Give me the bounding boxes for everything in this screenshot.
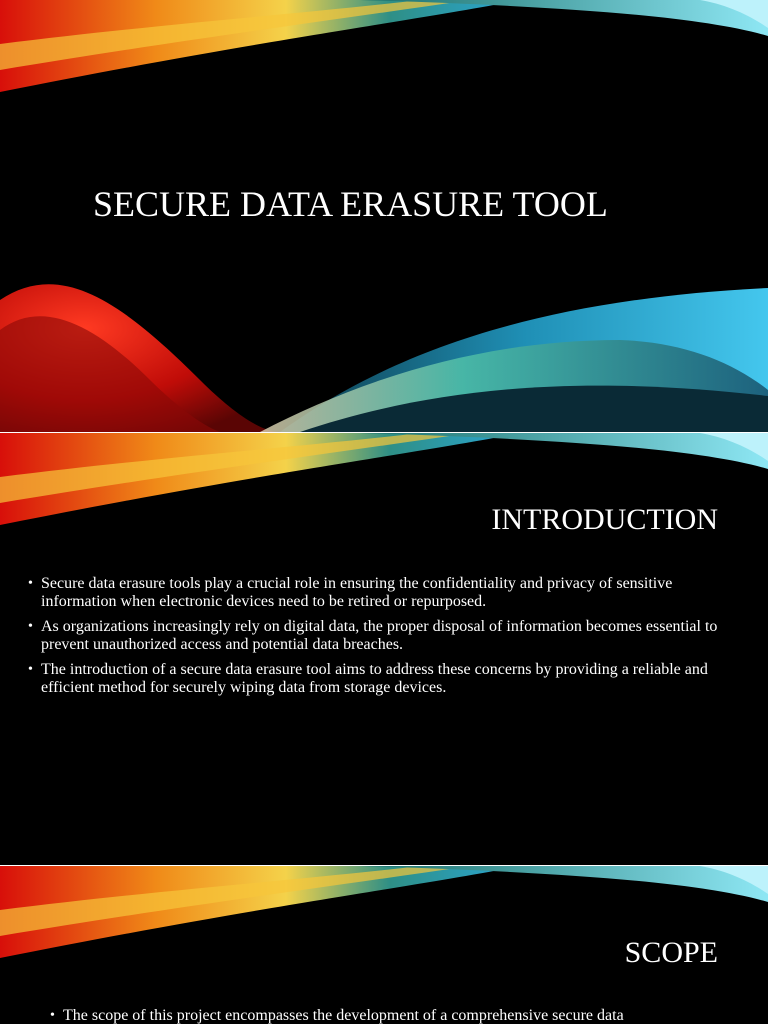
bullet-list: [28, 575, 748, 704]
bullet-list: [50, 1007, 750, 1024]
slide-scope: [0, 866, 768, 1024]
bullet-icon: •: [28, 662, 33, 677]
bullet-icon: •: [28, 576, 33, 591]
slide-heading: SCOPE: [624, 936, 718, 969]
list-item: [28, 575, 748, 610]
bullet-text: The scope of this project encompasses the development of a comprehensive secure data: [63, 1007, 624, 1024]
bullet-icon: •: [28, 619, 33, 634]
slide-title-heading: SECURE DATA ERASURE TOOL: [93, 184, 608, 224]
list-item: [28, 661, 748, 696]
slide-title: [0, 0, 768, 432]
bullet-text: As organizations increasingly rely on digital data, the proper disposal of information becomes essential to prevent unauthorized access and potential data breaches.: [41, 618, 718, 653]
list-item: [28, 618, 748, 653]
bullet-text: The introduction of a secure data erasure tool aims to address these concerns by providing a reliable and efficient method for securely wiping data from storage devices.: [41, 661, 708, 696]
bullet-icon: •: [50, 1008, 55, 1023]
list-item: [50, 1007, 750, 1024]
bullet-text: Secure data erasure tools play a crucial role in ensuring the confidentiality and privacy of sensitive information when electronic devices need to be retired or repurposed.: [41, 575, 673, 610]
slide-introduction: [0, 433, 768, 865]
slide-heading: INTRODUCTION: [491, 503, 718, 536]
